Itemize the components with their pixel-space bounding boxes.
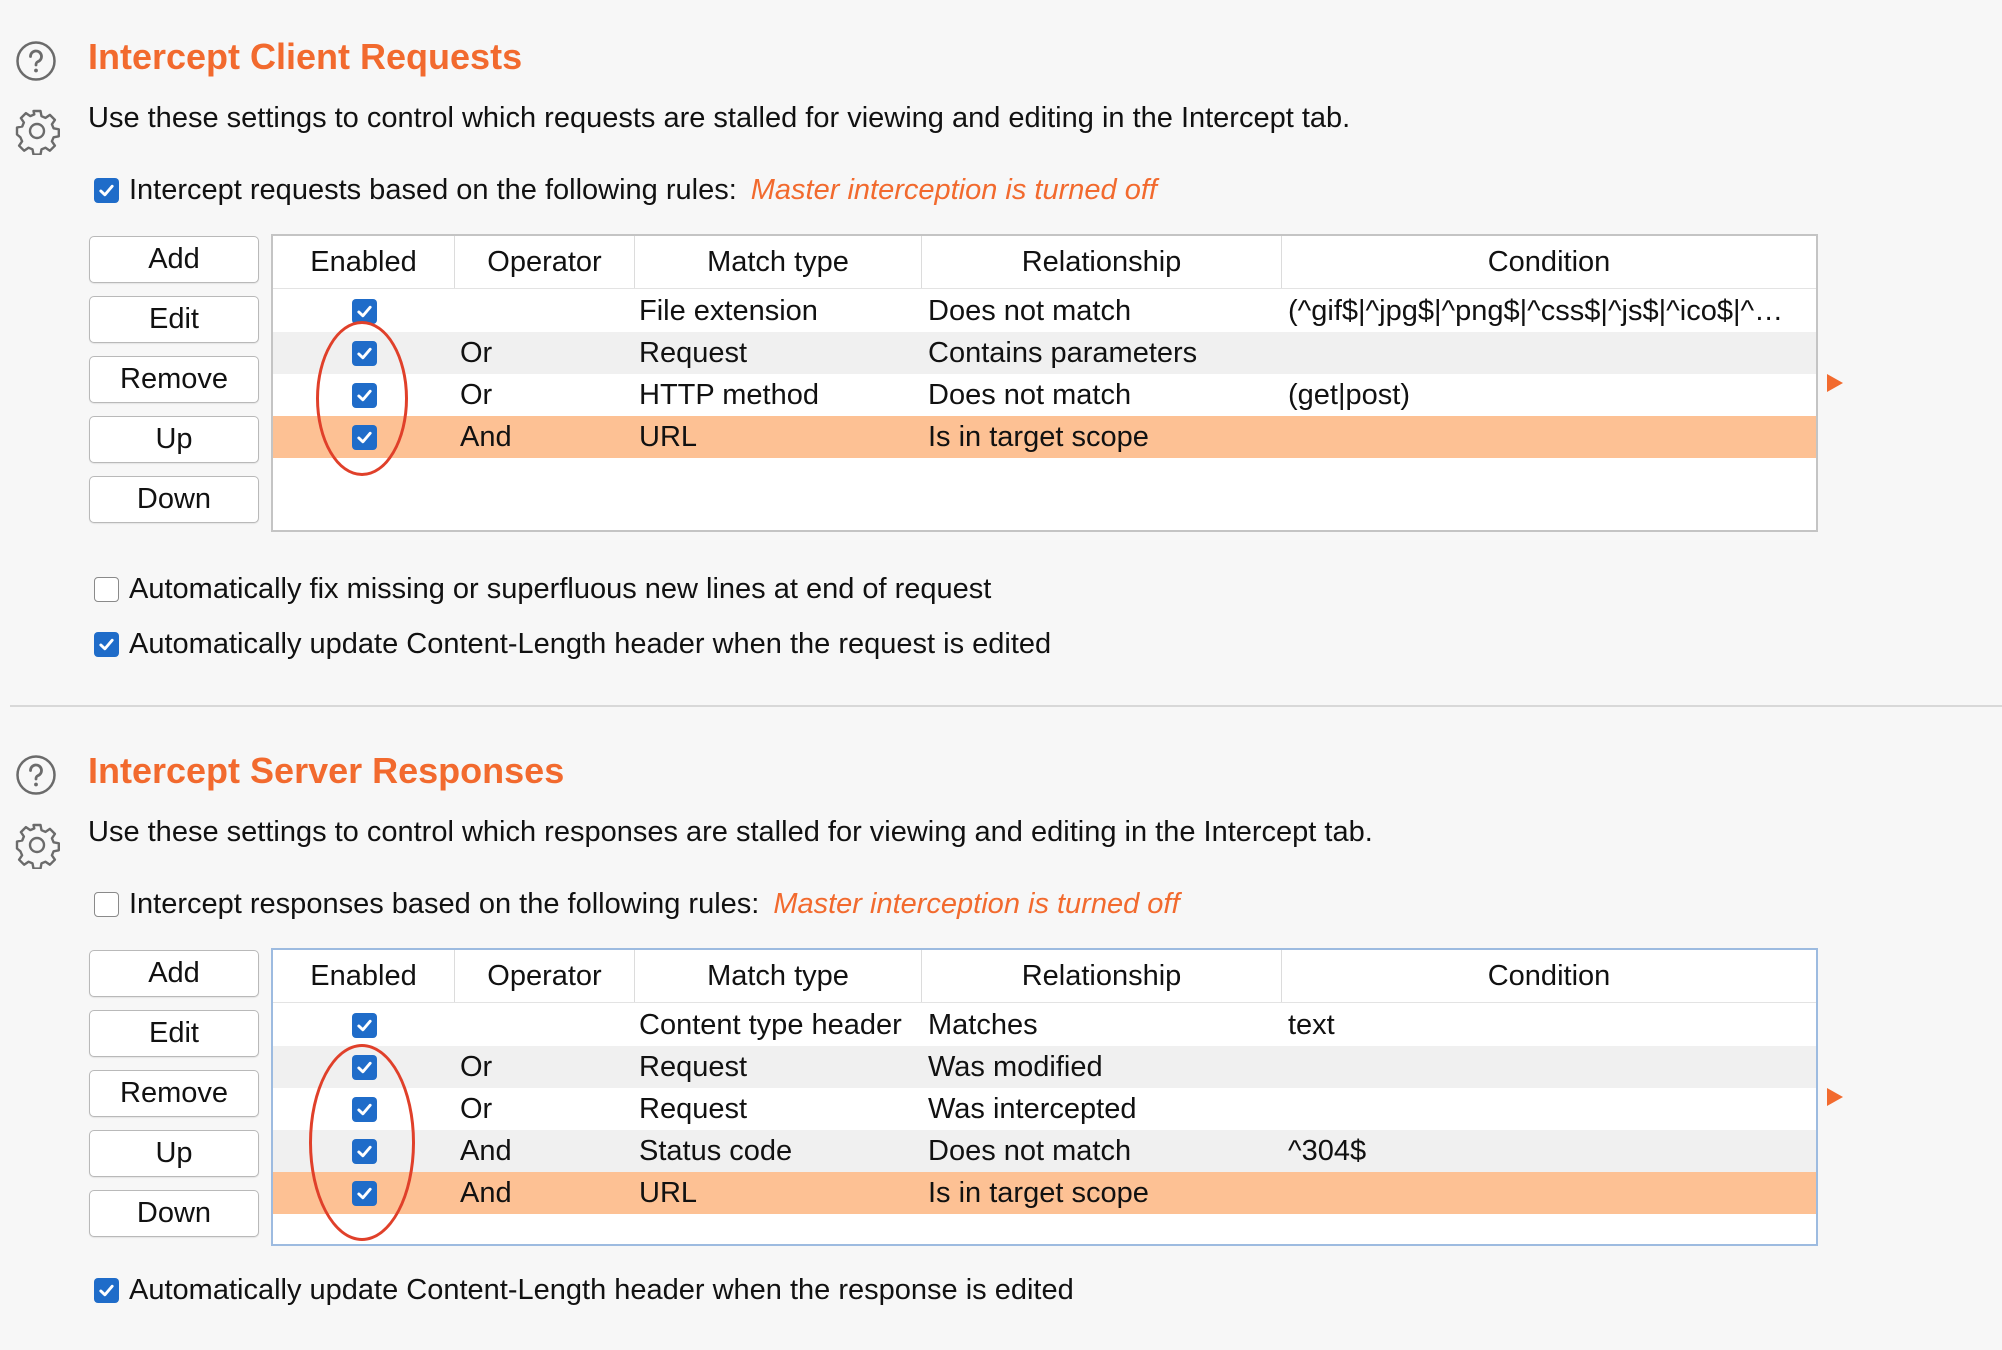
table-header: [273, 950, 1816, 1003]
column-header-match-type[interactable]: Match type: [635, 950, 922, 1002]
condition-cell: text: [1288, 1009, 1335, 1041]
column-header-enabled[interactable]: Enabled: [273, 950, 455, 1002]
operator-cell: Or: [460, 379, 493, 411]
relationship-cell: Was intercepted: [928, 1093, 1137, 1125]
response-rules-table[interactable]: [271, 948, 1818, 1246]
relationship-cell: Matches: [928, 1009, 1038, 1041]
update-content-length-request-checkbox[interactable]: [94, 632, 119, 657]
check-icon: [97, 1281, 116, 1300]
master-interception-warning: Master interception is turned off: [750, 174, 1157, 206]
section-title: Intercept Client Requests: [88, 36, 523, 77]
match-type-cell: Request: [639, 337, 748, 369]
edit-rule-button[interactable]: Edit: [89, 1010, 259, 1057]
remove-rule-button[interactable]: Remove: [89, 356, 259, 403]
relationship-cell: Is in target scope: [928, 1177, 1149, 1209]
intercept-responses-checkbox[interactable]: [94, 892, 119, 917]
operator-cell: And: [460, 1177, 512, 1209]
move-down-button[interactable]: Down: [89, 1190, 259, 1237]
add-rule-button[interactable]: Add: [89, 236, 259, 283]
match-type-cell: URL: [639, 1177, 698, 1209]
match-type-cell: Request: [639, 1093, 748, 1125]
intercept-requests-label: Intercept requests based on the following rules:: [129, 174, 737, 206]
help-icon[interactable]: [15, 754, 57, 796]
rule-enabled-checkbox[interactable]: [352, 299, 377, 324]
fix-newlines-checkbox[interactable]: [94, 577, 119, 602]
operator-cell: [460, 290, 630, 332]
match-type-cell: Request: [639, 1051, 748, 1083]
table-row[interactable]: [273, 1130, 1816, 1172]
move-up-button[interactable]: Up: [89, 416, 259, 463]
intercept-responses-option[interactable]: [94, 888, 1180, 921]
relationship-cell: Is in target scope: [928, 421, 1149, 453]
condition-cell: (^gif$|^jpg$|^png$|^css$|^js$|^ico$|^…: [1288, 295, 1784, 327]
request-rules-table[interactable]: [271, 234, 1818, 532]
operator-cell: And: [460, 1135, 512, 1167]
condition-cell: (get|post): [1288, 379, 1410, 411]
match-type-cell: Status code: [639, 1135, 793, 1167]
check-icon: [97, 635, 116, 654]
intercept-responses-label: Intercept responses based on the following rules:: [129, 888, 760, 920]
column-header-enabled[interactable]: Enabled: [273, 236, 455, 288]
check-icon: [97, 181, 116, 200]
annotation-ellipse: [316, 321, 408, 476]
update-content-length-request-label: Automatically update Content-Length header when the request is edited: [129, 628, 1052, 660]
rule-enabled-checkbox[interactable]: [352, 1013, 377, 1038]
column-header-relationship[interactable]: Relationship: [922, 950, 1282, 1002]
column-header-condition[interactable]: Condition: [1487, 960, 1611, 992]
operator-cell: And: [460, 421, 512, 453]
column-header-operator[interactable]: Operator: [455, 236, 635, 288]
table-row[interactable]: [273, 1046, 1816, 1088]
gear-icon[interactable]: [13, 821, 61, 869]
add-rule-button[interactable]: Add: [89, 950, 259, 997]
fix-newlines-label: Automatically fix missing or superfluous new lines at end of request: [129, 573, 992, 605]
section-description: Use these settings to control which responses are stalled for viewing and editing in the Intercept tab.: [88, 816, 1373, 848]
operator-cell: [460, 1004, 630, 1046]
match-type-cell: Content type header: [639, 1009, 902, 1041]
edit-rule-button[interactable]: Edit: [89, 296, 259, 343]
update-content-length-response-label: Automatically update Content-Length header when the response is edited: [129, 1274, 1074, 1306]
condition-cell: ^304$: [1288, 1135, 1367, 1167]
relationship-cell: Does not match: [928, 379, 1132, 411]
help-icon[interactable]: [15, 40, 57, 82]
intercept-requests-option[interactable]: [94, 174, 1157, 207]
move-down-button[interactable]: Down: [89, 476, 259, 523]
update-content-length-response-option[interactable]: [94, 1274, 1074, 1307]
section-description: Use these settings to control which requests are stalled for viewing and editing in the Intercept tab.: [88, 102, 1351, 134]
condition-cell: [1288, 1088, 1813, 1130]
match-type-cell: File extension: [639, 295, 818, 327]
match-type-cell: URL: [639, 421, 698, 453]
condition-cell: [1288, 416, 1813, 458]
table-header: [273, 236, 1816, 289]
column-header-condition[interactable]: Condition: [1487, 246, 1611, 278]
update-content-length-response-checkbox[interactable]: [94, 1278, 119, 1303]
operator-cell: Or: [460, 337, 493, 369]
section-divider: [10, 705, 2002, 707]
fix-newlines-option[interactable]: [94, 573, 991, 606]
table-row-selected[interactable]: [273, 416, 1816, 458]
table-row-selected[interactable]: [273, 1172, 1816, 1214]
column-header-match-type[interactable]: Match type: [635, 236, 922, 288]
relationship-cell: Contains parameters: [928, 337, 1198, 369]
table-row[interactable]: [273, 1088, 1816, 1130]
relationship-cell: Does not match: [928, 295, 1132, 327]
match-type-cell: HTTP method: [639, 379, 819, 411]
condition-cell: [1288, 332, 1813, 374]
section-title: Intercept Server Responses: [88, 750, 565, 791]
operator-cell: Or: [460, 1051, 493, 1083]
relationship-cell: Does not match: [928, 1135, 1132, 1167]
gear-icon[interactable]: [13, 107, 61, 155]
master-interception-warning: Master interception is turned off: [773, 888, 1180, 920]
move-up-button[interactable]: Up: [89, 1130, 259, 1177]
annotation-ellipse: [309, 1044, 415, 1241]
relationship-cell: Was modified: [928, 1051, 1103, 1083]
table-row[interactable]: [273, 1004, 1816, 1046]
column-header-relationship[interactable]: Relationship: [922, 236, 1282, 288]
intercept-requests-checkbox[interactable]: [94, 178, 119, 203]
check-icon: [355, 1016, 374, 1035]
update-content-length-request-option[interactable]: [94, 628, 1051, 661]
column-header-operator[interactable]: Operator: [455, 950, 635, 1002]
expand-arrow-icon[interactable]: [1827, 1088, 1843, 1106]
operator-cell: Or: [460, 1093, 493, 1125]
table-row[interactable]: [273, 290, 1816, 332]
condition-cell: [1288, 1172, 1813, 1214]
condition-cell: [1288, 1046, 1813, 1088]
remove-rule-button[interactable]: Remove: [89, 1070, 259, 1117]
expand-arrow-icon[interactable]: [1827, 374, 1843, 392]
table-row[interactable]: [273, 332, 1816, 374]
check-icon: [355, 302, 374, 321]
table-row[interactable]: [273, 374, 1816, 416]
